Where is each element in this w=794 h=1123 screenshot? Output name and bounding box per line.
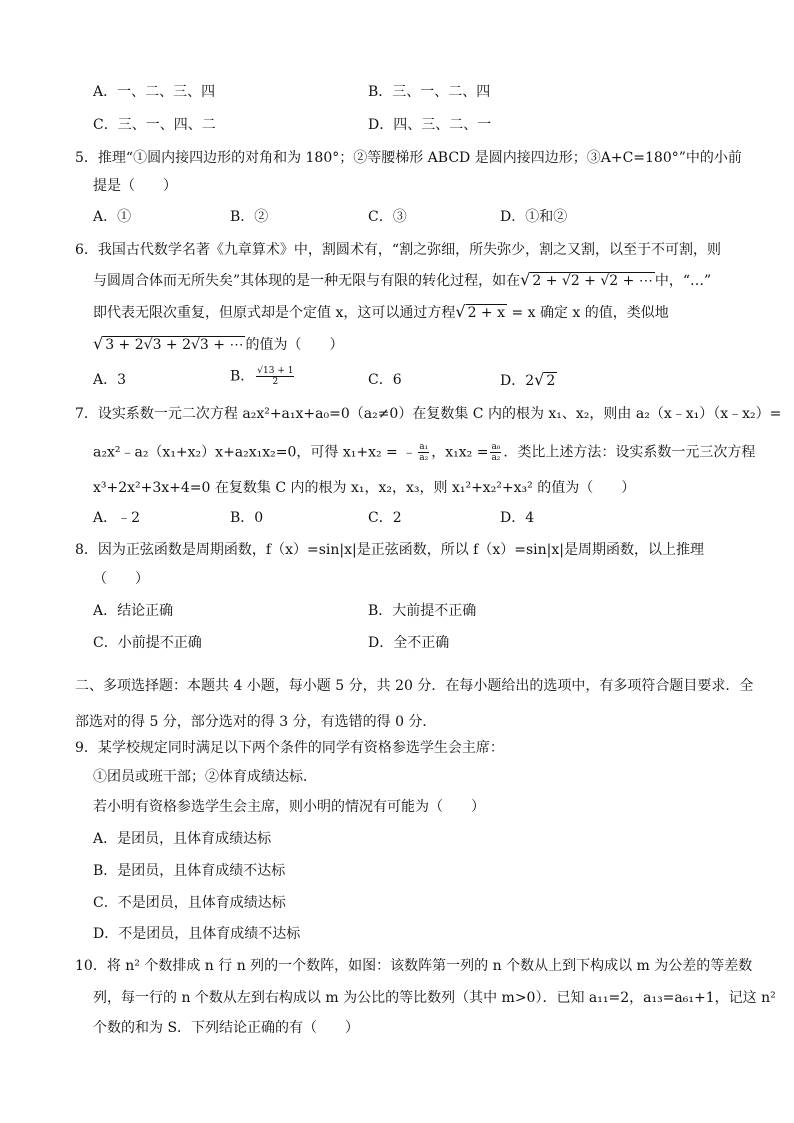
q7-option-a: A．﹣2 (93, 510, 141, 526)
q4-option-a: A．一、二、三、四 (93, 84, 216, 100)
q6-option-b (230, 366, 296, 387)
q6-line-3 (93, 302, 669, 323)
q9-line-2: ①团员或班干部；②体育成绩达标． (93, 769, 317, 785)
q5-option-b: B．② (230, 209, 269, 225)
q6-option-d (500, 370, 557, 391)
q7-line-3: x³+2x²+3x+4=0 在复数集 C 内的根为 x₁，x₂，x₃，则 x₁²+x₂²+x₃² 的值为（ ） (93, 480, 636, 496)
q6-equation-radical: √ 2 + x (455, 302, 505, 321)
q5-option-a: A．① (93, 209, 132, 225)
q6-option-d-radical: √ 2 (534, 370, 556, 389)
q5-option-c: C．③ (368, 209, 407, 225)
q6-radicand-2: 2 + x (467, 305, 505, 321)
q6-line-4 (93, 334, 343, 355)
q7-line-2-text-a: a₂x²﹣a₂（x₁+x₂）x+a₂x₁x₂=0，可得 x₁+x₂ = ﹣ (93, 444, 417, 461)
q7-fraction-2 (490, 442, 501, 463)
q6-option-d-radicand: 2 (546, 373, 556, 389)
q7-option-c: C．2 (368, 510, 402, 526)
q7-line-1: 7．设实系数一元二次方程 a₂x²+a₁x+a₀=0（a₂≠0）在复数集 C 内的根为 x₁、x₂，则由 a₂（x﹣x₁）（x﹣x₂）= (75, 406, 782, 422)
q6-line-2-text-b: 中，“…” (654, 273, 712, 289)
q4-option-d: D．四、三、二、一 (368, 117, 492, 133)
q7-line-2-text-c: ．类比上述方法：设实系数一元三次方程 (503, 444, 756, 461)
q9-option-c: C．不是团员，且体育成绩达标 (93, 895, 286, 911)
q8-option-d: D．全不正确 (368, 635, 450, 651)
q7-option-d: D．4 (500, 510, 535, 526)
q6-option-d-prefix: D．2 (500, 373, 535, 389)
q4-option-c: C．三、一、四、二 (93, 117, 216, 133)
q8-option-c: C．小前提不正确 (93, 635, 202, 651)
q6-line-4-text-b: 的值为（ ） (245, 337, 344, 353)
q6-line-2-text-a: 与圆周合体而无所失矣”其体现的是一种无限与有限的转化过程，如在 (93, 273, 521, 289)
q6-line-3-text-b: = x 确定 x 的值，类似地 (511, 305, 669, 321)
q9-line-3: 若小明有资格参选学生会主席，则小明的情况有可能为（ ） (93, 799, 485, 815)
q6-option-b-prefix: B． (230, 368, 255, 385)
q7-line-2-text-b: ，x₁x₂ = (431, 444, 489, 461)
q9-option-a: A．是团员，且体育成绩达标 (93, 831, 272, 847)
q9-option-d: D．不是团员，且体育成绩不达标 (93, 926, 301, 942)
section-2-heading-line-2: 部选对的得 5 分，部分选对的得 3 分，有选错的得 0 分． (75, 714, 437, 730)
q6-nested-radical-1: √ 2 + √2 + √2 + ⋯ (520, 270, 653, 289)
q9-option-b: B．是团员，且体育成绩不达标 (93, 863, 286, 879)
q8-option-a: A．结论正确 (93, 603, 174, 619)
q10-line-1: 10．将 n² 个数排成 n 行 n 列的一个数阵，如图：该数阵第一列的 n 个数从上到下构成以 m 为公差的等差数 (75, 958, 753, 974)
q6-nested-radical-2: √ 3 + 2√3 + 2√3 + ⋯ (93, 334, 244, 353)
q10-line-2: 列，每一行的 n 个数从左到右构成以 m 为公比的等比数列（其中 m>0）．已知 a₁₁=2，a₁₃=a₆₁+1，记这 n² (93, 990, 776, 1006)
q7-option-b: B．0 (230, 510, 264, 526)
q6-option-b-numerator: √13 + 1 (257, 366, 294, 376)
q7-line-2 (93, 442, 755, 463)
q5-line-1: 5．推理“①圆内接四边形的对角和为 180°；②等腰梯形 ABCD 是圆内接四边形；③A+C=180°”中的小前 (75, 150, 742, 166)
q6-line-3-text-a: 即代表无限次重复，但原式却是个定值 x，这可以通过方程 (93, 305, 456, 321)
section-2-heading-line-1: 二、多项选择题：本题共 4 小题，每小题 5 分，共 20 分．在每小题给出的选项中，有多项符合题目要求．全 (75, 678, 754, 694)
q7-fraction-1-numerator: a₁ (419, 442, 429, 452)
q6-option-b-denominator: 2 (272, 377, 279, 387)
q5-line-2: 提是（ ） (93, 178, 177, 194)
q6-line-1: 6．我国古代数学名著《九章算术》中，割圆术有，“割之弥细，所失弥少，割之又割，以至于不可割，则 (75, 242, 722, 258)
q8-line-2: （ ） (93, 571, 149, 587)
q8-option-b: B．大前提不正确 (368, 603, 477, 619)
q6-option-b-fraction (256, 366, 294, 387)
q7-fraction-1-denominator: a₂ (419, 453, 429, 463)
q8-line-1: 8．因为正弦函数是周期函数，f（x）=sin|x|是正弦函数，所以 f（x）=sin|x|是周期函数，以上推理 (75, 542, 704, 558)
q6-option-c: C．6 (368, 372, 402, 388)
q7-fraction-1 (418, 442, 429, 463)
q7-fraction-2-numerator: a₀ (491, 442, 501, 452)
q7-fraction-2-denominator: a₂ (491, 453, 501, 463)
q6-option-a: A．3 (93, 372, 127, 388)
q6-radicand-3: 3 + 2√3 + 2√3 + ⋯ (105, 337, 244, 353)
q10-line-3: 个数的和为 S．下列结论正确的有（ ） (93, 1020, 360, 1036)
q9-line-1: 9．某学校规定同时满足以下两个条件的同学有资格参选学生会主席： (75, 740, 504, 756)
q6-line-2 (93, 270, 711, 291)
q5-option-d: D．①和② (500, 209, 568, 225)
q6-radicand-1: 2 + √2 + √2 + ⋯ (532, 273, 653, 289)
q4-option-b: B．三、一、二、四 (368, 84, 491, 100)
